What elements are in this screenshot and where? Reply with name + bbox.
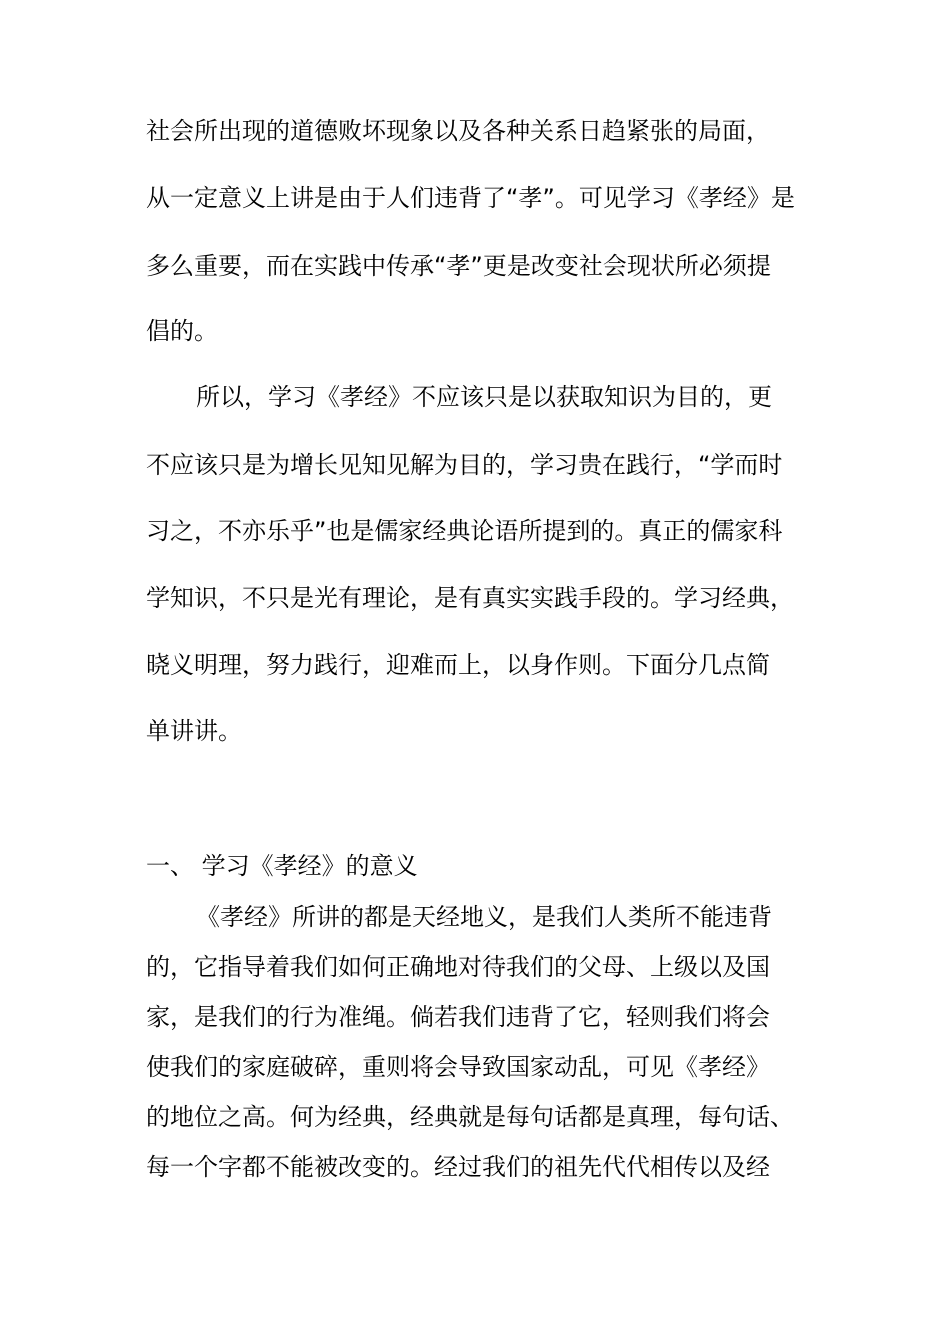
paragraph-line: 晓义明理，努力践行，迎难而上，以身作则。下面分几点简 — [146, 651, 770, 679]
paragraph-line: 所以，学习《孝经》不应该只是以获取知识为目的，更 — [196, 383, 772, 411]
paragraph-line: 社会所出现的道德败坏现象以及各种关系日趋紧张的局面， — [146, 117, 770, 145]
paragraph-line: 的地位之高。何为经典，经典就是每句话都是真理，每句话、 — [146, 1103, 794, 1131]
paragraph-line: 多么重要，而在实践中传承“孝”更是改变社会现状所必须提 — [146, 252, 771, 280]
paragraph-line: 的，它指导着我们如何正确地对待我们的父母、上级以及国 — [146, 953, 770, 981]
paragraph-line: 从一定意义上讲是由于人们违背了“孝”。可见学习《孝经》是 — [146, 184, 795, 212]
paragraph-line: 不应该只是为增长见知见解为目的，学习贵在践行，“学而时 — [146, 451, 783, 479]
paragraph-line: 倡的。 — [146, 317, 218, 345]
paragraph-line: 家，是我们的行为准绳。倘若我们违背了它，轻则我们将会 — [146, 1003, 770, 1031]
paragraph-line: 学知识，不只是光有理论，是有真实实践手段的。学习经典， — [146, 584, 794, 612]
paragraph-line: 习之，不亦乐乎”也是儒家经典论语所提到的。真正的儒家科 — [146, 517, 783, 545]
paragraph-line: 每一个字都不能被改变的。经过我们的祖先代代相传以及经 — [146, 1153, 770, 1181]
paragraph-line: 单讲讲。 — [146, 717, 242, 745]
paragraph-line: 《孝经》所讲的都是天经地义，是我们人类所不能违背 — [196, 903, 772, 931]
section-heading: 一、 学习《孝经》的意义 — [146, 852, 418, 880]
paragraph-line: 使我们的家庭破碎，重则将会导致国家动乱，可见《孝经》 — [146, 1053, 770, 1081]
